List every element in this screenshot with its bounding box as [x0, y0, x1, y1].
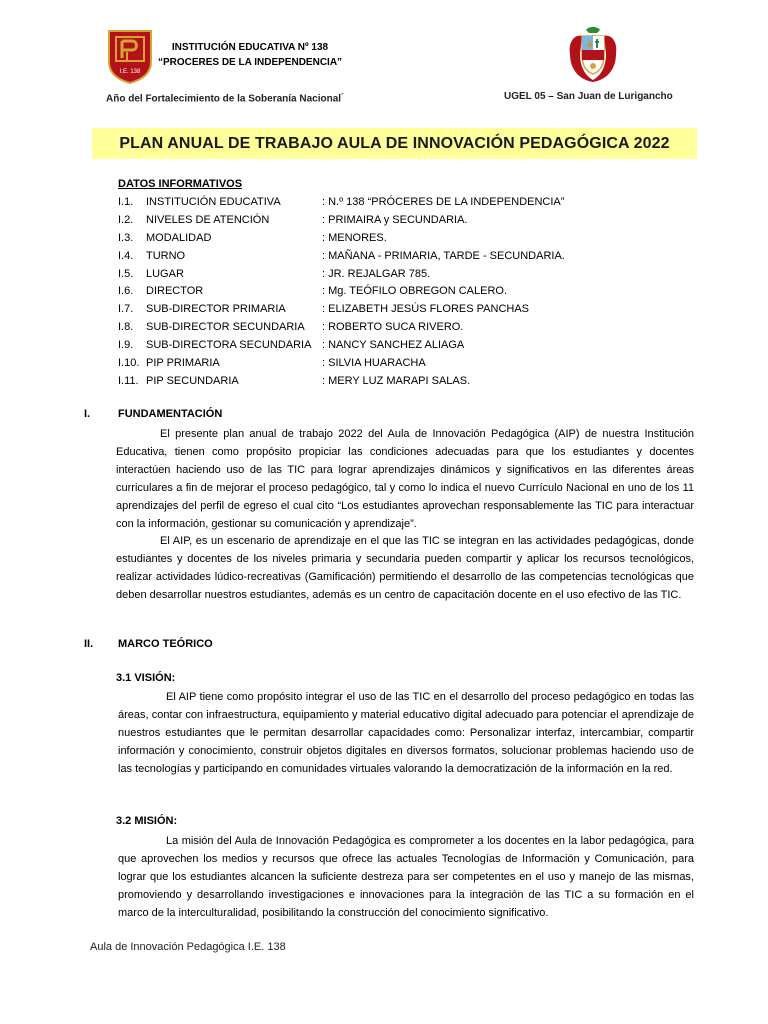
- datos-label: INSTITUCIÓN EDUCATIVA: [146, 196, 281, 208]
- datos-value: : SILVIA HUARACHA: [322, 357, 426, 370]
- datos-value: : ELIZABETH JESÚS FLORES PANCHAS: [322, 303, 530, 316]
- datos-num: I.9.: [118, 339, 134, 352]
- mision-paragraph: [118, 833, 694, 923]
- datos-row: [118, 194, 678, 212]
- document-title: PLAN ANUAL DE TRABAJO AULA DE INNOVACIÓN PEDAGÓGICA 2022: [92, 128, 697, 159]
- datos-num: I.4.: [118, 249, 134, 262]
- datos-num: I.1.: [118, 196, 134, 208]
- vision-paragraph: [118, 689, 694, 779]
- datos-row: [118, 373, 678, 391]
- datos-label: SUB-DIRECTOR PRIMARIA: [146, 303, 286, 316]
- datos-value: : MAÑANA - PRIMARIA, TARDE - SECUNDARIA.: [322, 249, 565, 262]
- datos-value: : ROBERTO SUCA RIVERO.: [322, 321, 464, 334]
- fundamentacion-paragraph-2: [116, 533, 694, 605]
- page-footer: Aula de Innovación Pedagógica I.E. 138: [90, 941, 286, 953]
- datos-num: I.5.: [118, 267, 134, 280]
- datos-label: LUGAR: [146, 267, 184, 280]
- datos-value: : PRIMAIRA y SECUNDARIA.: [322, 213, 468, 226]
- section-number: II.: [84, 638, 94, 650]
- datos-value: : MENORES.: [322, 231, 387, 244]
- datos-num: I.10.: [118, 357, 140, 370]
- institution-line-2: “PROCERES DE LA INDEPENDENCIA”: [157, 57, 343, 68]
- year-motto: [106, 93, 344, 104]
- peru-crest-icon: [566, 24, 620, 84]
- datos-row: [118, 266, 678, 284]
- ugel-label: UGEL 05 – San Juan de Lurigancho: [504, 91, 673, 102]
- section-title: MARCO TEÓRICO: [118, 638, 213, 650]
- datos-num: I.3.: [118, 231, 134, 244]
- datos-num: I.11.: [118, 374, 139, 387]
- institution-name: [150, 40, 350, 70]
- datos-row: [118, 301, 678, 319]
- mision-heading: 3.2 MISIÓN:: [116, 815, 178, 827]
- datos-row: [118, 248, 678, 266]
- paragraph-text: El AIP, es un escenario de aprendizaje en el que las TIC se integran en las actividades pedagógicas, donde estudiantes y docentes de los niveles primaria y secundaria pueden compartir y aplicar los recursos tecnológicos, realizar actividades lúdico-recreativas (Gamificación) permitiendo el desarrollo de las competencias tecnológicas que deben desarrollar nuestros estudiantes, además es un centro de capacitación docente en el uso efectivo de las TIC.: [116, 535, 694, 601]
- year-motto-mark: ”: [341, 93, 344, 99]
- fundamentacion-paragraph-1: [116, 426, 694, 533]
- datos-heading: DATOS INFORMATIVOS: [118, 178, 243, 190]
- datos-value: : MERY LUZ MARAPI SALAS.: [322, 374, 471, 387]
- paragraph-text: La misión del Aula de Innovación Pedagógica es comprometer a los docentes en la labor pedagógica, para que aprovechen los medios y recursos que ofrece las actuales Tecnologías de Información y Comunicación, para lograr que los estudiantes alcancen la suficiente destreza para ser competentes en el uso y manejo de las mismas, promoviendo y desarrollando investigaciones e innovaciones para la integración de las TIC a su formación en el marco de la interculturalidad, posibilitando la construcción del conocimiento significativo.: [118, 835, 694, 919]
- school-logo-icon: [105, 28, 155, 84]
- datos-value: : N.º 138 “PRÓCERES DE LA INDEPENDENCIA”: [322, 196, 565, 208]
- datos-label: TURNO: [146, 249, 186, 262]
- datos-row: [118, 337, 678, 355]
- datos-value: : Mg. TEÓFILO OBREGON CALERO.: [322, 285, 508, 298]
- datos-num: I.6.: [118, 285, 134, 298]
- datos-num: I.8.: [118, 321, 134, 334]
- datos-value: : JR. REJALGAR 785.: [322, 267, 431, 280]
- datos-row: [118, 319, 678, 337]
- datos-row: [118, 230, 678, 248]
- datos-num: I.7.: [118, 303, 134, 316]
- datos-num: I.2.: [118, 213, 134, 226]
- institution-line-1: INSTITUCIÓN EDUCATIVA Nº 138: [171, 42, 329, 53]
- datos-label: NIVELES DE ATENCIÓN: [146, 213, 270, 226]
- datos-row: [118, 212, 678, 230]
- datos-label: MODALIDAD: [146, 231, 212, 244]
- datos-label: PIP PRIMARIA: [146, 357, 220, 370]
- section-title: FUNDAMENTACIÓN: [118, 408, 223, 420]
- section-number: I.: [84, 408, 91, 420]
- paragraph-text: El presente plan anual de trabajo 2022 del Aula de Innovación Pedagógica (AIP) de nuestra Institución Educativa, tienen como propósito propiciar las condiciones adecuadas para que los estudiantes y docentes interactúen haciendo uso de las TIC para lograr aprendizajes dinámicos y significativos en las diferentes áreas curriculares a fin de mejorar el proceso pedagógico, tal y como lo indica el nuevo Currículo Nacional en uno de los 11 aprendizajes del perfil de egreso el cual cito “Los estudiantes aprovechan responsablemente las TIC para interactuar con la información, gestionar su comunicación y aprendizaje”.: [116, 428, 694, 530]
- datos-label: SUB-DIRECTORA SECUNDARIA: [146, 339, 312, 352]
- datos-list: [118, 194, 678, 391]
- logo-text: I.E. 138: [119, 69, 141, 75]
- datos-value: : NANCY SANCHEZ ALIAGA: [322, 339, 465, 352]
- datos-row: [118, 283, 678, 301]
- datos-label: SUB-DIRECTOR SECUNDARIA: [146, 321, 305, 334]
- datos-label: DIRECTOR: [146, 285, 204, 298]
- vision-heading: 3.1 VISIÓN:: [116, 672, 176, 684]
- year-motto-text: Año del Fortalecimiento de la Soberanía Nacional: [106, 93, 342, 105]
- datos-row: [118, 355, 678, 373]
- datos-label: PIP SECUNDARIA: [146, 374, 239, 387]
- paragraph-text: El AIP tiene como propósito integrar el uso de las TIC en el desarrollo del proceso pedagógico en todas las áreas, contar con infraestructura, equipamiento y material educativo digital adecuado para potenciar el aprendizaje de nuestros estudiantes que le permitan desarrollar capacidades como: Personalizar interfaz, intercambiar, compartir información y conocimiento, construir objetos digitales en diversos formatos, solucionar problemas haciendo uso de las tecnologías y participando en comunidades virtuales valorando la democratización de la información en la red.: [118, 691, 694, 775]
